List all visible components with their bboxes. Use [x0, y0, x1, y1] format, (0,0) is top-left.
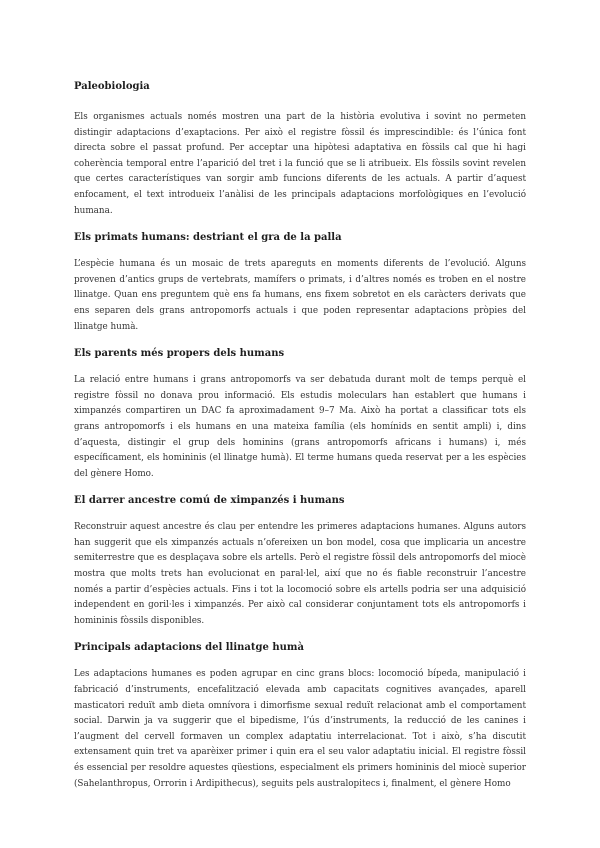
section-paragraph-primats: L’espècie humana és un mosaic de trets apareguts en moments diferents de l’evolució. Alguns provenen d’antics grups de vertebrats, mamífers o primats, i d’altres només es troben en el nostre llinatge. Quan ens preguntem què ens fa humans, ens fixem sobretot en els caràcters derivats que ens separen dels grans antropomorfs actuals i que poden representar adaptacions pròpies del llinatge humà. [74, 259, 526, 332]
section-paragraph-adaptacions: Les adaptacions humanes es poden agrupar en cinc grans blocs: locomoció bípeda, manipulació i fabricació d’instruments, encefalització elevada amb capacitats cognitives avançades, aparell masticatori reduït amb dieta omnívora i dimorfisme sexual reduït relacionat amb el comportament social. Darwin ja va suggerir que el bipedisme, l’ús d’instruments, la reducció de les canines i l’augment del cervell formaven un complex adaptatiu interrelacionat. Tot i això, s’ha discutit extensament quin tret va aparèixer primer i quin era el seu valor adaptatiu inicial. El registre fòssil és essencial per resoldre aquestes qüestions, especialment els primers homininis del miocè superior (Sahelanthropus, Orrorin i Ardipithecus), seguits pels australopitecs i, finalment, el gènere Homo [74, 669, 526, 789]
section-heading-primats: Els primats humans: destriant el gra de la palla [74, 232, 342, 244]
section-heading-adaptacions: Principals adaptacions del llinatge humà [74, 642, 304, 654]
section-paragraph-ancestre: Reconstruir aquest ancestre és clau per entendre les primeres adaptacions humanes. Alguns autors han suggerit que els ximpanzés actuals n’oferеixen un bon model, cosa que implicaria un ancestre semiterrestre que es desplaçava sobre els artells. Però el registre fòssil dels antropomorfs del miocè mostra que molts trets han evolucionat en paral·lel, així que no és fiable reconstruir l’ancestre només a partir d’espècies actuals. Fins i tot la locomoció sobre els artells podria ser una adquisició independent en goril·les i ximpanzés. Per això cal considerar conjuntament tots els antropomorfs i homininis fòssils disponibles. [74, 522, 526, 626]
section-heading-ancestre: El darrer ancestre comú de ximpanzés i humans [74, 495, 345, 507]
document-title: Paleobiologia [74, 81, 150, 92]
document-page [74, 80, 526, 804]
intro-paragraph: Els organismes actuals només mostren una part de la història evolutiva i sovint no permeten distingir adaptacions d’exaptacions. Per això el registre fòssil és imprescindible: és l’única font directa sobre el passat profund. Per acceptar una hipòtesi adaptativa en fòssils cal que hi hagi coherència temporal entre l’aparició del tret i la funció que se li atribueix. Els fòssils sovint revelen que certes característiques van sorgir amb funcions diferents de les actuals. A partir d’aquest enfocament, el text introdueix l’anàlisi de les principals adaptacions morfològiques en l’evolució humana. [74, 112, 526, 216]
section-paragraph-parents: La relació entre humans i grans antropomorfs va ser debatuda durant molt de temps perquè el registre fòssil no donava prou informació. Els estudis moleculars han establert que humans i ximpanzés compartiren un DAC fa aproximadament 9–7 Ma. Això ha portat a classificar tots els grans antropomorfs i els humans en una mateixa família (els homínids en sentit ampli) i, dins d’aquesta, distingir el grup dels hominins (grans antropomorfs africans i humans) i, més específicament, els homininis (el llinatge humà). El terme humans queda reservat per a les espècies del gènere Homo. [74, 375, 526, 479]
section-heading-parents: Els parents més propers dels humans [74, 348, 285, 360]
